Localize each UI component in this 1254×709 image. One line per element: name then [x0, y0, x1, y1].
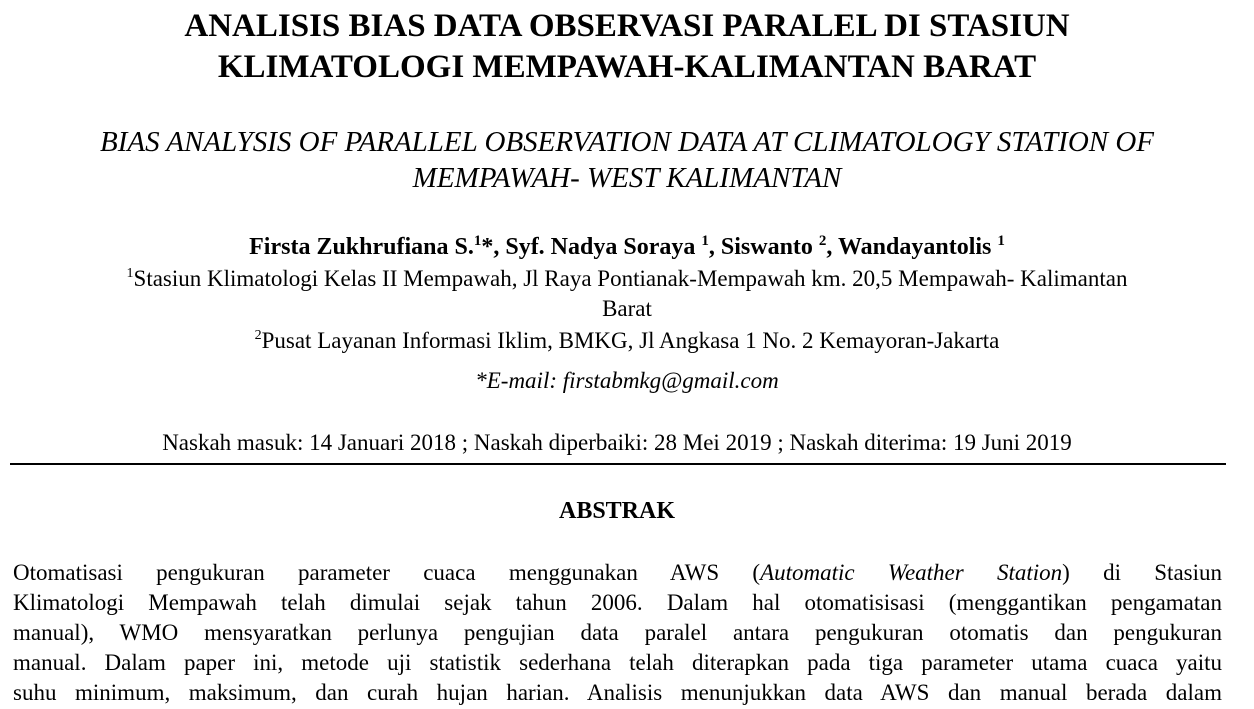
abstract-heading: ABSTRAK [558, 498, 676, 524]
author-separator: , [708, 234, 721, 260]
author-affiliation-mark: 2 [818, 233, 827, 249]
abstract-text: Otomatisasi pengukuran parameter cuaca menggunakan AWS ( [13, 560, 761, 585]
abstract-line: manual. Dalam paper ini, metode uji statistik sederhana telah diterapkan pada tiga parameter utama cuaca yaitu [13, 650, 1222, 675]
author-affiliation-mark: 1 [473, 233, 482, 249]
title-line-1: ANALISIS BIAS DATA OBSERVASI PARALEL DI STASIUN [184, 8, 1070, 44]
author-name: Syf. Nadya Soraya [505, 234, 702, 260]
english-title [0, 124, 1254, 196]
abstract-text: ) di Stasiun [1062, 560, 1222, 585]
header-divider [10, 463, 1226, 465]
author-separator: *, [481, 234, 506, 260]
abstract-line [13, 558, 1222, 588]
author-name: Siswanto [720, 234, 819, 260]
paper-title [0, 6, 1254, 88]
affiliation-text: Pusat Layanan Informasi Iklim, BMKG, Jl Angkasa 1 No. 2 Kemayoran-Jakarta [261, 328, 1000, 353]
author-list [0, 232, 1254, 262]
affiliation-1 [30, 264, 1224, 324]
affiliation-2 [30, 326, 1224, 356]
abstract-italic-term: Automatic Weather Station [760, 560, 1063, 585]
author-name: Wandayantolis [837, 234, 998, 260]
affiliation-text: Stasiun Klimatologi Kelas II Mempawah, Jl Raya Pontianak-Mempawah km. 20,5 Mempawah- Kalimantan [133, 266, 1128, 291]
author-separator: , [826, 234, 838, 260]
abstract-line: manual), WMO mensyaratkan perlunya pengujian data paralel antara pengukuran otomatis dan pengukuran [13, 620, 1222, 645]
author-name: Firsta Zukhrufiana S. [249, 234, 474, 260]
corresponding-email: *E-mail: firstabmkg@gmail.com [475, 368, 779, 393]
submission-dates: Naskah masuk: 14 Januari 2018 ; Naskah diperbaiki: 28 Mei 2019 ; Naskah diterima: 19 Juni 2019 [162, 430, 1072, 455]
english-title-line-2: MEMPAWAH- WEST KALIMANTAN [412, 162, 842, 194]
author-affiliation-mark: 1 [701, 233, 709, 249]
title-line-2: KLIMATOLOGI MEMPAWAH-KALIMANTAN BARAT [217, 49, 1037, 85]
author-affiliation-mark: 1 [997, 233, 1005, 249]
affiliation-mark: 2 [254, 328, 262, 343]
abstract-line: Klimatologi Mempawah telah dimulai sejak tahun 2006. Dalam hal otomatisisasi (menggantikan pengamatan [13, 590, 1222, 615]
affiliation-mark: 1 [126, 266, 134, 281]
affiliation-text-continued: Barat [602, 296, 652, 321]
english-title-line-1: BIAS ANALYSIS OF PARALLEL OBSERVATION DATA AT CLIMATOLOGY STATION OF [99, 126, 1155, 158]
abstract-body [13, 558, 1222, 708]
abstract-line: suhu minimum, maksimum, dan curah hujan harian. Analisis menunjukkan data AWS dan manual berada dalam [13, 680, 1222, 705]
